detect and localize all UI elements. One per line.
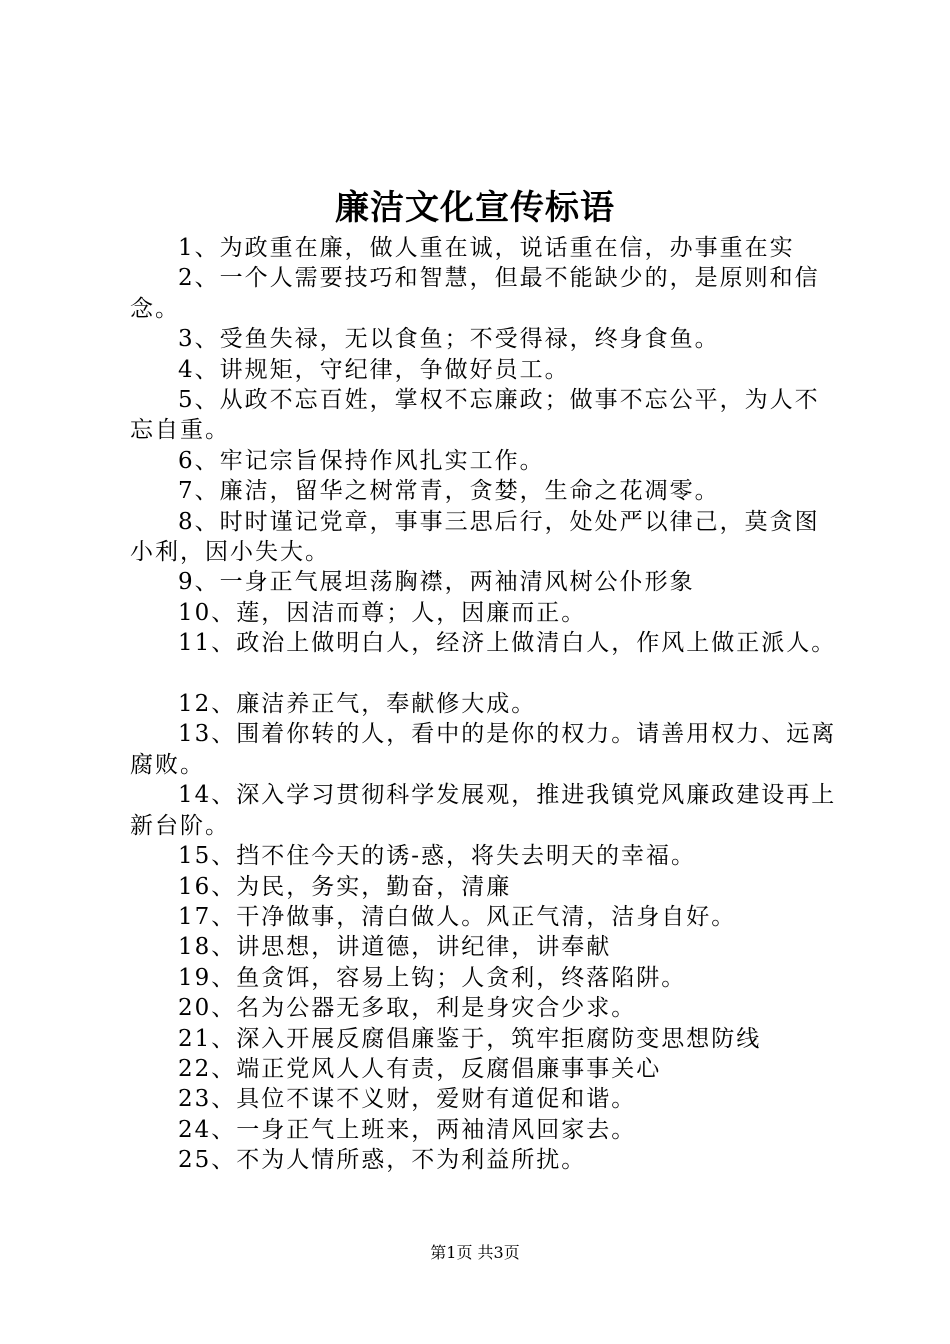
list-item: 23、具位不谋不义财，爱财有道促和谐。 (178, 1086, 637, 1113)
list-item: 13、围着你转的人，看中的是你的权力。请善用权力、远离腐败。 (130, 721, 837, 778)
list-item: 16、为民，务实，勤奋，清廉 (178, 873, 512, 900)
list-item: 25、不为人情所惑，不为利益所扰。 (178, 1147, 587, 1174)
page-footer: 第1页 共3页 (430, 1243, 520, 1262)
list-item: 15、挡不住今天的诱-惑，将失去明天的幸福。 (178, 843, 697, 870)
list-item: 19、鱼贪饵，容易上钩；人贪利，终落陷阱。 (178, 964, 687, 991)
list-item: 24、一身正气上班来，两袖清风回家去。 (178, 1116, 637, 1143)
list-item: 6、牢记宗旨保持作风扎实工作。 (178, 447, 545, 474)
list-item: 8、时时谨记党章，事事三思后行，处处严以律己，莫贪图小利，因小失大。 (130, 508, 820, 566)
list-item: 11、政治上做明白人，经济上做清白人，作风上做正派人。 (178, 630, 837, 657)
list-item: 18、讲思想，讲道德，讲纪律，讲奉献 (178, 934, 612, 961)
list-item: 14、深入学习贯彻科学发展观，推进我镇党风廉政建设再上新台阶。 (130, 782, 837, 839)
list-item: 17、干净做事，清白做人。风正气清，洁身自好。 (178, 903, 737, 930)
list-item: 4、讲规矩，守纪律，争做好员工。 (178, 356, 570, 383)
list-item: 22、端正党风人人有责，反腐倡廉事事关心 (178, 1055, 662, 1082)
list-item: 5、从政不忘百姓，掌权不忘廉政；做事不忘公平，为人不忘自重。 (130, 387, 820, 444)
document-title: 廉洁文化宣传标语 (335, 188, 615, 228)
list-item: 9、一身正气展坦荡胸襟，两袖清风树公仆形象 (178, 569, 695, 596)
list-item: 10、莲，因洁而尊；人，因廉而正。 (178, 599, 587, 626)
list-item: 3、受鱼失禄，无以食鱼；不受得禄，终身食鱼。 (178, 326, 720, 353)
list-item: 20、名为公器无多取，利是身灾合少求。 (178, 995, 637, 1022)
slogan-list (130, 233, 842, 1176)
list-item: 12、廉洁养正气，奉献修大成。 (178, 691, 537, 718)
list-item: 21、深入开展反腐倡廉鉴于，筑牢拒腐防变思想防线 (178, 1025, 762, 1052)
list-item: 1、为政重在廉，做人重在诚，说话重在信，办事重在实 (178, 235, 795, 261)
list-item: 2、一个人需要技巧和智慧，但最不能缺少的，是原则和信念。 (130, 265, 820, 322)
list-item: 7、廉洁，留华之树常青，贪婪，生命之花凋零。 (178, 478, 720, 505)
blank-line (130, 659, 842, 689)
